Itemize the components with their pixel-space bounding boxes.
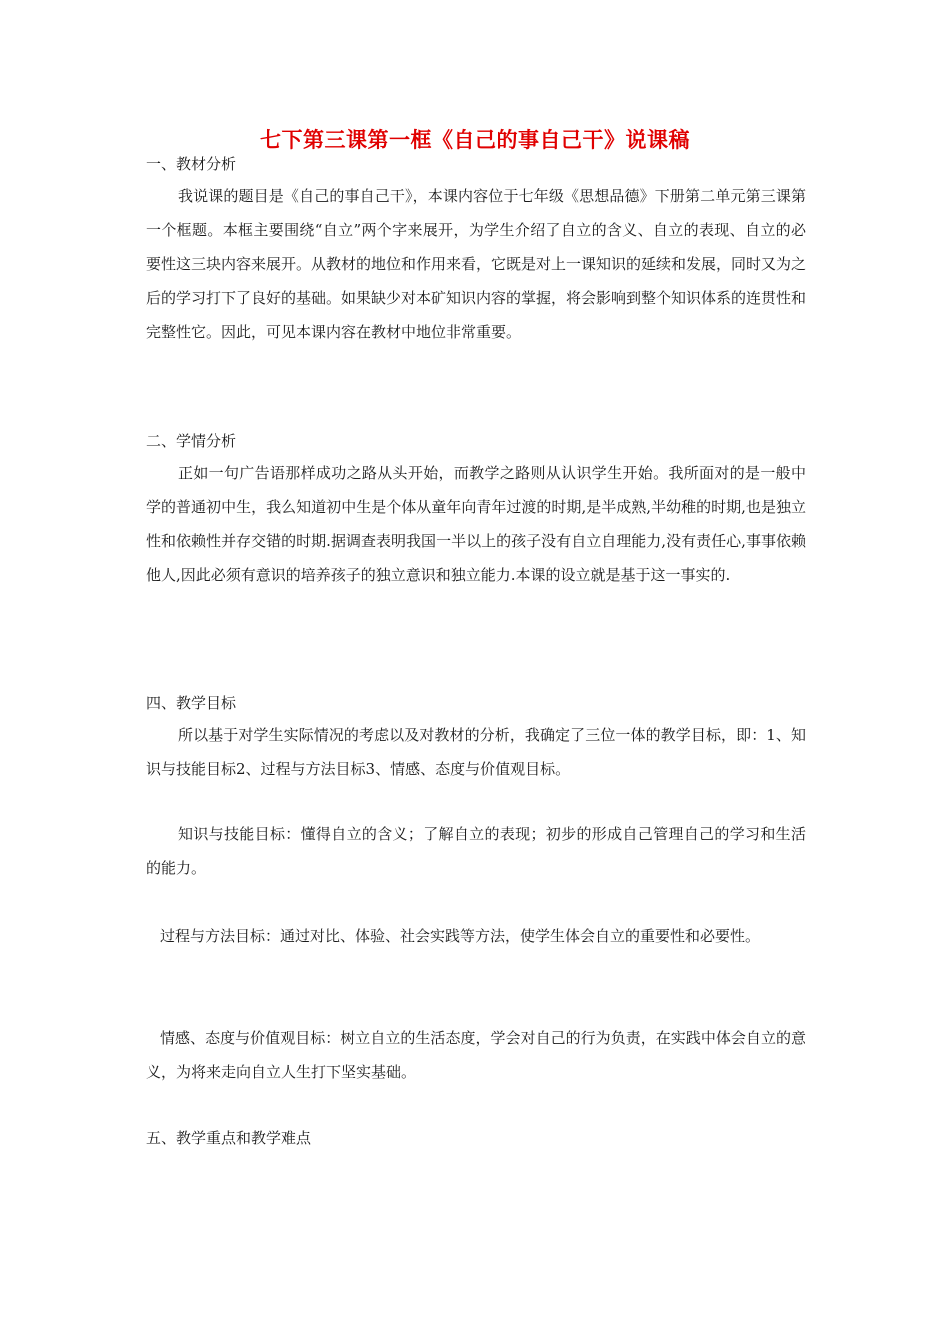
- paragraph-teaching-goals: 所以基于对学生实际情况的考虑以及对教材的分析，我确定了三位一体的教学目标，即：1、知识与技能目标2、过程与方法目标3、情感、态度与价值观目标。: [146, 726, 806, 778]
- paragraph-knowledge-goal: 知识与技能目标：懂得自立的含义；了解自立的表现；初步的形成自己管理自己的学习和生活的能力。: [146, 825, 806, 877]
- section-heading-textbook-analysis: 一、教材分析: [146, 155, 237, 173]
- document-title: 七下第三课第一框《自己的事自己干》说课稿: [260, 128, 690, 152]
- section-heading-teaching-goals: 四、教学目标: [146, 694, 237, 712]
- paragraph-emotion-goal: 情感、态度与价值观目标：树立自立的生活态度，学会对自己的行为负责，在实践中体会自立的意义，为将来走向自立人生打下坚实基础。: [146, 1029, 806, 1081]
- section-heading-student-analysis: 二、学情分析: [146, 432, 237, 450]
- paragraph-textbook-analysis: 我说课的题目是《自己的事自己干》，本课内容位于七年级《思想品德》下册第二单元第三课第一个框题。本框主要围绕“自立”两个字来展开，为学生介绍了自立的含义、自立的表现、自立的必要性这三块内容来展开。从教材的地位和作用来看，它既是对上一课知识的延续和发展，同时又为之后的学习打下了良好的基础。如果缺少对本矿知识内容的掌握，将会影响到整个知识体系的连贯性和完整性它。因此，可见本课内容在教材中地位非常重要。: [146, 187, 807, 341]
- paragraph-process-goal: 过程与方法目标：通过对比、体验、社会实践等方法，使学生体会自立的重要性和必要性。: [160, 927, 761, 945]
- section-heading-key-points: 五、教学重点和教学难点: [146, 1129, 312, 1147]
- paragraph-student-analysis: 正如一句广告语那样成功之路从头开始，而教学之路则从认识学生开始。我所面对的是一般中学的普通初中生，我么知道初中生是个体从童年向青年过渡的时期,是半成熟,半幼稚的时期,也是独立性和依赖性并存交错的时期.据调查表明我国一半以上的孩子没有自立自理能力,没有责任心,事事依赖他人,因此必须有意识的培养孩子的独立意识和独立能力.本课的设立就是基于这一事实的.: [146, 464, 806, 584]
